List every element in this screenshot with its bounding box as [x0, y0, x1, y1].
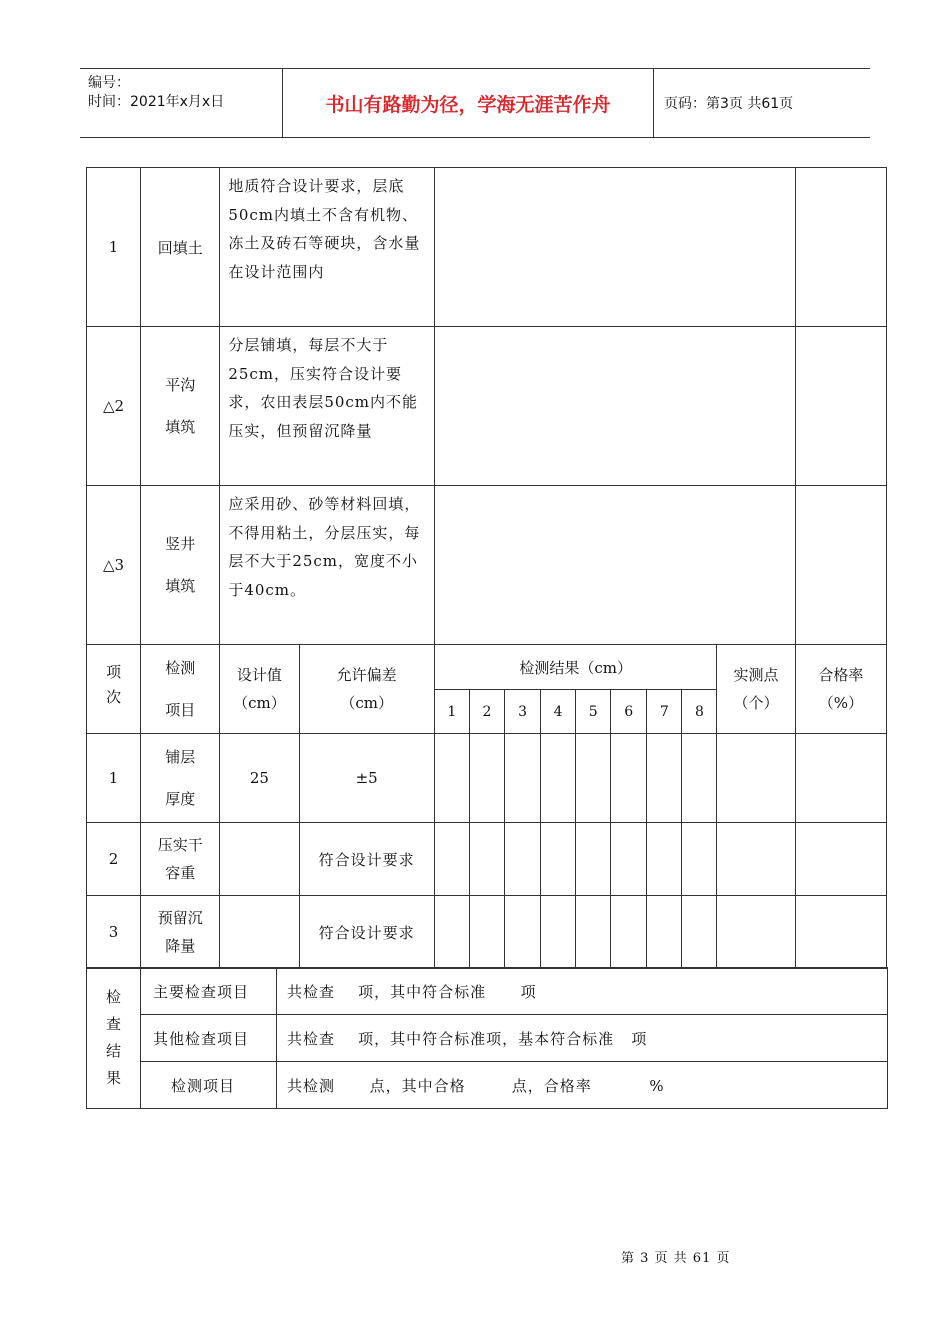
measure-item-line: 压实干	[157, 836, 203, 854]
item-name-line: 填筑	[165, 418, 196, 436]
design-value	[220, 896, 299, 969]
col-points-line: （个）	[733, 694, 779, 712]
point-cell	[434, 823, 469, 896]
summary-row-text: 共检查 项，其中符合标准 项	[277, 968, 888, 1015]
summary-row	[87, 968, 888, 1015]
point-number: 3	[504, 690, 540, 734]
requirement-text: 应采用砂、砂等材料回填，不得用粘土，分层压实，每层不大于25cm，宽度不小于40cm。	[220, 486, 435, 645]
point-cell	[647, 896, 682, 969]
point-cell	[541, 734, 576, 823]
measure-item-line: 预留沉	[157, 909, 203, 927]
number-label: 编号：	[88, 75, 130, 91]
summary-row-text: 共检查 项，其中符合标准项，基本符合标准 项	[277, 1015, 888, 1062]
measure-row	[87, 734, 887, 823]
col-item-no: 项次	[87, 645, 141, 734]
point-cell	[682, 734, 717, 823]
measure-item	[141, 896, 220, 969]
design-value: 25	[220, 734, 299, 823]
remark-cell	[795, 486, 886, 645]
measure-item-line: 容重	[165, 864, 196, 882]
col-design-line: 设计值	[236, 666, 282, 684]
item-name-line: 平沟	[165, 376, 196, 394]
point-cell	[682, 823, 717, 896]
col-rate-line: 合格率	[818, 666, 864, 684]
requirement-text: 分层铺填，每层不大于25cm，压实符合设计要求，农田表层50cm内不能压实，但预留沉降量	[220, 327, 435, 486]
point-number: 4	[541, 690, 576, 734]
design-value	[220, 823, 299, 896]
summary-table	[86, 967, 888, 1109]
col-tolerance-line: （cm）	[340, 694, 393, 712]
item-name	[141, 327, 220, 486]
col-design	[220, 645, 299, 734]
result-cell	[434, 168, 795, 327]
measure-row	[87, 896, 887, 969]
points-count-cell	[717, 734, 795, 823]
point-cell	[541, 823, 576, 896]
item-name: 回填土	[141, 168, 220, 327]
measure-index: 2	[87, 823, 141, 896]
remark-cell	[795, 168, 886, 327]
header-meta	[80, 69, 283, 137]
measure-item	[141, 734, 220, 823]
measure-item-line: 厚度	[165, 790, 196, 808]
page-header	[80, 68, 870, 138]
item-index: △2	[87, 327, 141, 486]
point-number: 2	[469, 690, 504, 734]
header-page-info: 页码：第3页 共61页	[664, 96, 794, 112]
pass-rate-cell	[795, 896, 886, 969]
item-name-line: 竖井	[165, 535, 196, 553]
col-item-line: 检测	[165, 659, 196, 677]
summary-row-label: 其他检查项目	[141, 1015, 277, 1062]
date-label: 时间：2021年x月x日	[88, 94, 225, 110]
result-cell	[434, 327, 795, 486]
tolerance-value: ±5	[299, 734, 434, 823]
summary-row	[87, 1015, 888, 1062]
point-cell	[611, 896, 647, 969]
header-motto: 书山有路勤为径，学海无涯苦作舟	[283, 69, 654, 137]
tolerance-value: 符合设计要求	[299, 823, 434, 896]
point-cell	[434, 734, 469, 823]
point-number: 1	[434, 690, 469, 734]
col-item	[141, 645, 220, 734]
item-index: 1	[87, 168, 141, 327]
point-cell	[469, 734, 504, 823]
requirement-row	[87, 486, 887, 645]
point-cell	[504, 896, 540, 969]
measure-header-row	[87, 645, 887, 690]
col-item-line: 项目	[165, 701, 196, 719]
pass-rate-cell	[795, 734, 886, 823]
point-cell	[647, 734, 682, 823]
point-cell	[541, 896, 576, 969]
measure-item-line: 降量	[165, 937, 196, 955]
item-name	[141, 486, 220, 645]
requirement-row	[87, 327, 887, 486]
point-cell	[611, 734, 647, 823]
point-cell	[504, 734, 540, 823]
point-cell	[647, 823, 682, 896]
point-number: 5	[576, 690, 611, 734]
col-results: 检测结果（cm）	[434, 645, 717, 690]
summary-section-label	[87, 968, 141, 1109]
col-points	[717, 645, 795, 734]
summary-row	[87, 1062, 888, 1109]
point-cell	[504, 823, 540, 896]
col-rate-line: （%）	[818, 694, 863, 712]
point-number: 7	[647, 690, 682, 734]
item-index: △3	[87, 486, 141, 645]
inspection-table	[86, 167, 887, 969]
point-number: 8	[682, 690, 717, 734]
requirement-text: 地质符合设计要求，层底50cm内填土不含有机物、冻土及砖石等硬块，含水量在设计范围内	[220, 168, 435, 327]
item-name-line: 填筑	[165, 577, 196, 595]
point-cell	[682, 896, 717, 969]
pass-rate-cell	[795, 823, 886, 896]
tolerance-value: 符合设计要求	[299, 896, 434, 969]
col-tolerance	[299, 645, 434, 734]
measure-item-line: 铺层	[165, 748, 196, 766]
point-cell	[576, 734, 611, 823]
points-count-cell	[717, 823, 795, 896]
measure-item	[141, 823, 220, 896]
requirement-row	[87, 168, 887, 327]
col-points-line: 实测点	[733, 666, 779, 684]
point-number: 6	[611, 690, 647, 734]
measure-index: 1	[87, 734, 141, 823]
col-tolerance-line: 允许偏差	[336, 666, 397, 684]
col-rate	[795, 645, 886, 734]
summary-row-label: 检测项目	[141, 1062, 277, 1109]
point-cell	[576, 823, 611, 896]
page-footer: 第 3 页 共 61 页	[621, 1251, 731, 1266]
summary-row-label: 主要检查项目	[141, 968, 277, 1015]
point-cell	[611, 823, 647, 896]
point-cell	[469, 896, 504, 969]
summary-label-text: 检查结果	[106, 988, 122, 1087]
summary-row-text: 共检测 点，其中合格 点，合格率 %	[277, 1062, 888, 1109]
points-count-cell	[717, 896, 795, 969]
measure-index: 3	[87, 896, 141, 969]
point-cell	[469, 823, 504, 896]
result-cell	[434, 486, 795, 645]
point-cell	[576, 896, 611, 969]
measure-row	[87, 823, 887, 896]
remark-cell	[795, 327, 886, 486]
point-cell	[434, 896, 469, 969]
col-design-line: （cm）	[233, 694, 286, 712]
